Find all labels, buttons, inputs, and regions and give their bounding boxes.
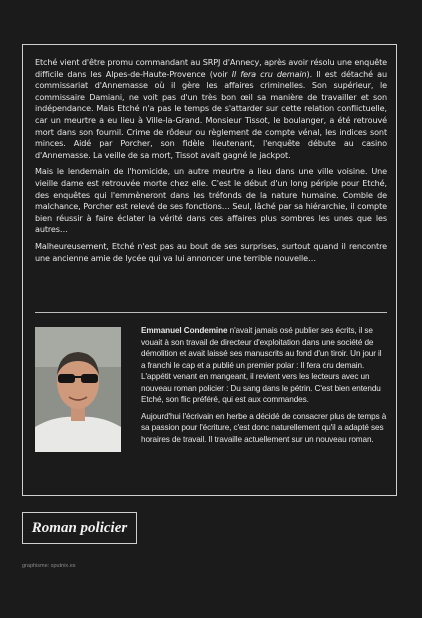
author-photo xyxy=(35,327,121,452)
design-credit: graphisme: sputnix.es xyxy=(22,563,76,569)
synopsis-paragraph-1: Etché vient d'être promu commandant au SRPJ d'Annecy, après avoir résolu une enquête difficile dans les Alpes-de-Haute-Provence (voir Il fera cru demain). Il est détaché au commissariat d'Annemasse où il gère les affaires criminelles. Son supérieur, le commissaire Damiani, ne voit pas d'un très bon œil sa manière de travailler et son indépendance. Mais Etché n'a pas le temps de s'attarder sur cette relation conflictuelle, car un meurtre a eu lieu à Ville-la-Grand. Monsieur Tissot, le boulanger, a été retrouvé mort dans son fournil. Crime de rôdeur ou règlement de compte vénal, les indices sont minces. Aidé par Porcher, son fidèle lieutenant, l'enquête débute au casino d'Annemasse. La veille de sa mort, Tissot avait gagné le jackpot. xyxy=(35,57,388,160)
book-title-reference: Il fera cru demain xyxy=(231,68,307,79)
synopsis xyxy=(35,57,387,269)
author-name: Emmanuel Condemine xyxy=(141,326,228,335)
synopsis-paragraph-2: Mais le lendemain de l'homicide, un autre meurtre a lieu dans une ville voisine. Une vieille dame est retrouvée morte chez elle. C'est le début d'un long périple pour Etché, des enquêtes qui l'emmèneront dans les tréfonds de la nature humaine. Comble de malchance, Porcher est relevé de ses fonctions… Seul, lâché par sa hiérarchie, il compte bien réussir à faire éclater la vérité dans ces affaires plus sombres les unes que les autres… xyxy=(35,166,387,235)
author-portrait-image xyxy=(35,327,121,452)
section-divider xyxy=(35,312,387,313)
author-bio-paragraph-1: Emmanuel Condemine n'avait jamais osé publier ses écrits, il se vouait à son travail de directeur d'exploitation dans une société de démolition et avait laissé ses manuscrits au fond d'un tiroir. Un jour il a franchi le cap et a publié un premier polar : Il fera cru demain. L'appétit venant en mangeant, il revient vers les lecteurs avec un nouveau roman policier : Du sang dans le pétrin. C'est bien entendu Etché, son flic préféré, qui est aux commandes. xyxy=(141,326,382,404)
content-frame xyxy=(22,44,397,496)
synopsis-paragraph-3: Malheureusement, Etché n'est pas au bout de ses surprises, surtout quand il rencontre une ancienne amie de lycée qui va lui annoncer une terrible nouvelle… xyxy=(35,240,387,263)
author-bio-paragraph-2: Aujourd'hui l'écrivain en herbe a décidé de consacrer plus de temps à sa passion pour l'écriture, c'est donc naturellement qu'il a adapté ses horaires de travail. Il travaille actuellement sur un nouveau roman. xyxy=(141,411,387,444)
author-bio xyxy=(141,325,388,450)
genre-badge: Roman policier xyxy=(22,512,137,544)
